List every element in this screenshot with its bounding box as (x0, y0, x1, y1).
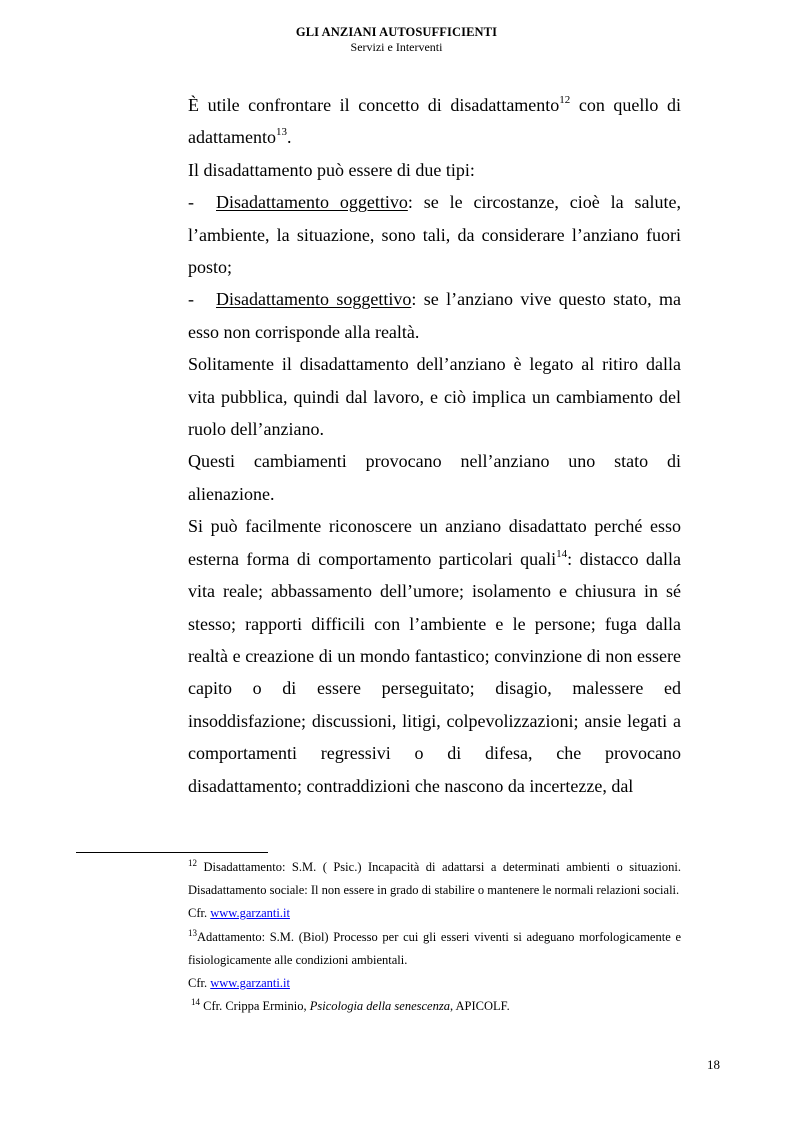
footnote-14 (188, 995, 681, 1018)
footnote-ref-12[interactable]: 12 (559, 94, 571, 106)
term-subjective: Disadattamento soggettivo (216, 289, 412, 310)
footnote-12 (188, 856, 681, 902)
footnotes (188, 856, 681, 1018)
list-item-subjective (188, 283, 681, 348)
term-objective: Disadattamento oggettivo (216, 192, 408, 213)
footnote-ref-14[interactable]: 14 (556, 547, 568, 560)
footnote-ref-13[interactable]: 13 (275, 126, 287, 139)
footnote-text: Adattamento: S.M. (Biol) Processo per cui gli esseri viventi si adeguano morfologicamente e fisiologicamente alle condizioni ambientali. (188, 929, 681, 967)
footnote-separator (76, 852, 268, 853)
body-text (188, 89, 681, 802)
list-dash: - (188, 289, 194, 310)
text-run: . (286, 127, 292, 148)
garzanti-link[interactable]: www.garzanti.it (210, 976, 290, 991)
paragraph-intro (188, 89, 681, 154)
footnote-text: Disadattamento: S.M. ( Psic.) Incapacità di adattarsi a determinati ambienti o situazioni. Disadattamento sociale: Il non essere in grado di stabilire o mantenere le normali relazioni sociali. (188, 860, 681, 898)
text-run: : se l’anziano vive questo stato, ma esso non corrisponde alla realtà. (188, 289, 681, 342)
footnote-12-source (188, 902, 681, 925)
footnote-13 (188, 926, 681, 972)
footnote-13-source (188, 972, 681, 995)
header-subtitle: Servizi e Interventi (350, 40, 443, 54)
cfr-label: Cfr. (188, 906, 211, 921)
running-header (0, 25, 793, 54)
paragraph-types: Il disadattamento può essere di due tipi: (188, 159, 475, 180)
text-run: È utile confrontare il concetto di disadattamento (188, 95, 560, 115)
garzanti-link[interactable]: www.garzanti.it (210, 906, 290, 921)
cfr-label: Cfr. (188, 976, 211, 991)
page-number: 18 (707, 1057, 720, 1072)
footnote-number: 14 (191, 997, 200, 1008)
text-run: con quello di adattamento (188, 95, 681, 148)
paragraph-retirement: Solitamente il disadattamento dell’anziano è legato al ritiro dalla vita pubblica, quindi dal lavoro, e ciò implica un cambiamento del ruolo dell’anziano. (188, 354, 681, 440)
text-run: : distacco dalla vita reale; abbassamento dell’umore; isolamento e chiusura in sé stesso; rapporti difficili con l’ambiente e le persone; fuga dalla realtà e creazione di un mondo fantastico; convinzione di non essere capito o di essere perseguitato; disagio, malessere ed insoddisfazione; discussioni, litigi, colpevolizzazioni; ansie legati a comportamenti regressivi o di difesa, che provocano disadattamento; contraddizioni che nascono da incertezze, dal (188, 548, 681, 796)
text-run: : se le circostanze, cioè la salute, l’ambiente, la situazione, sono tali, da considerare l’anziano fuori posto; (188, 192, 681, 278)
book-title: Psicologia della senescenza (309, 999, 450, 1014)
paragraph-alienation: Questi cambiamenti provocano nell’anziano uno stato di alienazione. (188, 451, 681, 504)
footnote-number: 12 (188, 858, 197, 868)
footnote-text: , APICOLF. (449, 999, 510, 1014)
header-title: GLI ANZIANI AUTOSUFFICIENTI (295, 25, 498, 39)
list-dash: - (188, 192, 194, 213)
list-item-objective (188, 186, 681, 283)
paragraph-behaviours (188, 510, 681, 802)
footnote-number: 13 (188, 927, 197, 938)
footnote-text: Cfr. Crippa Erminio, (200, 999, 310, 1014)
text-run: Si può facilmente riconoscere un anziano disadattato perché esso esterna forma di comportamento particolari quali (188, 516, 681, 569)
